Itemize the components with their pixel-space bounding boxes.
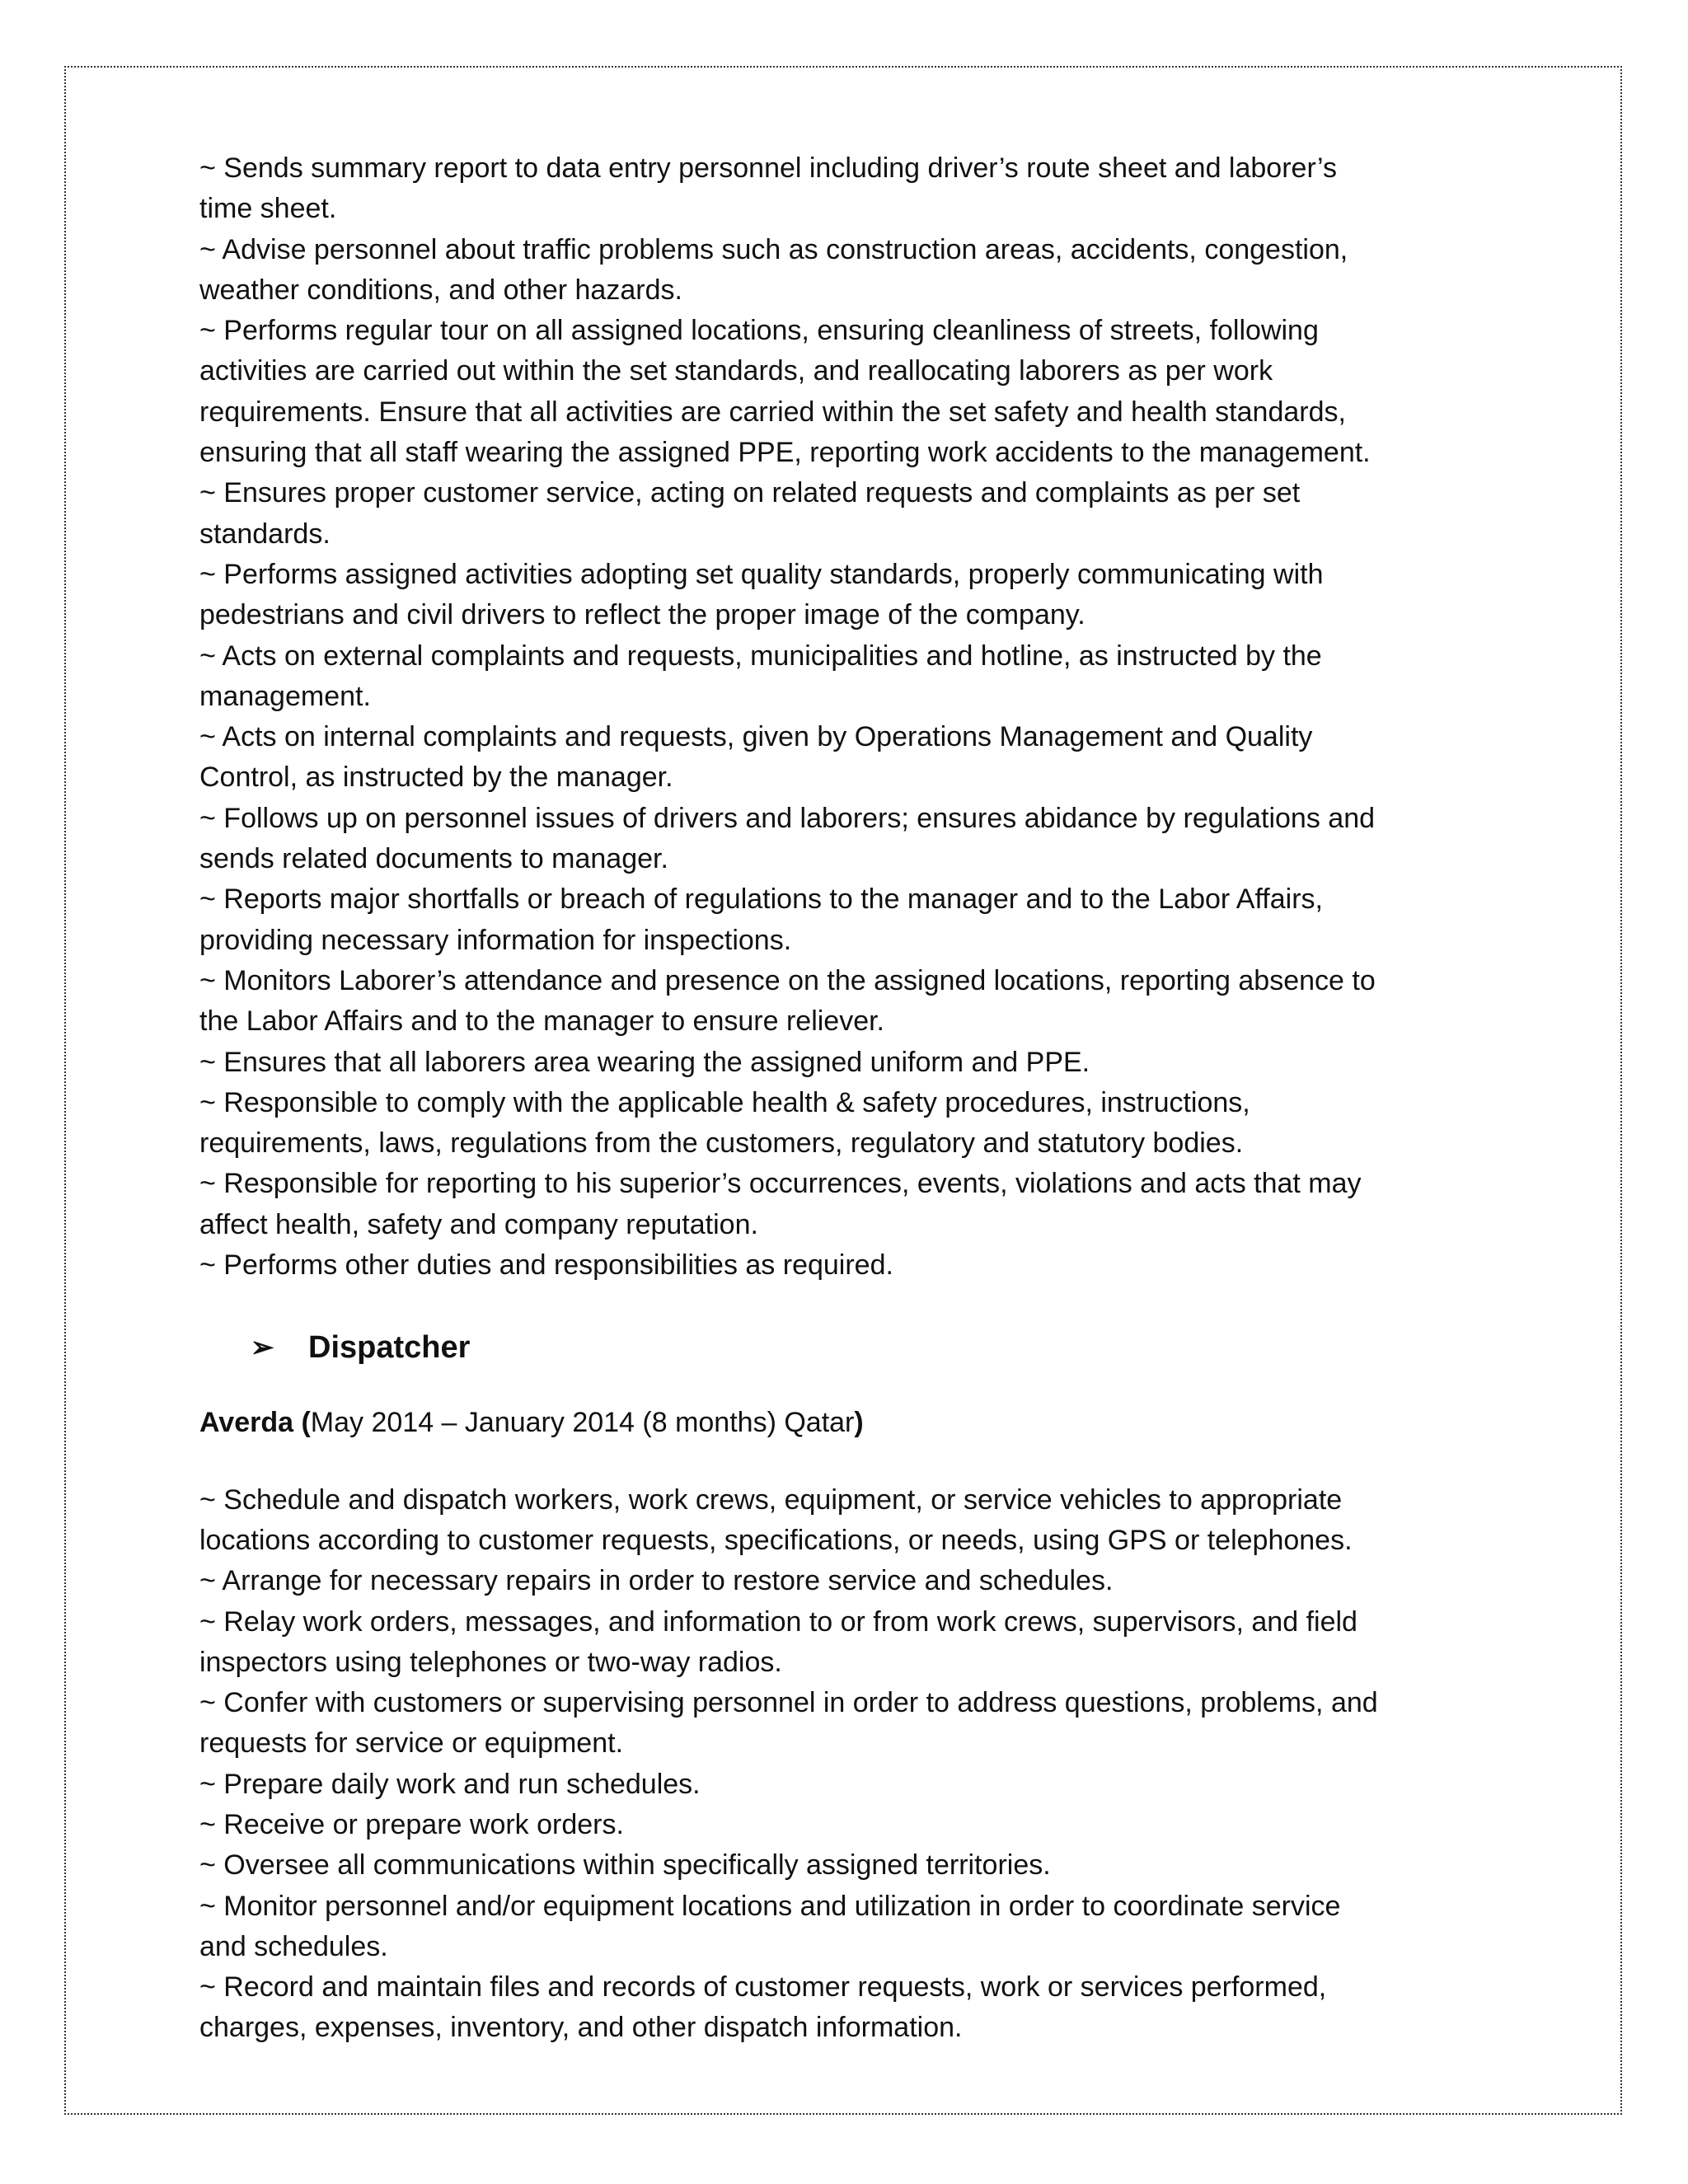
document-body xyxy=(199,148,1485,2049)
text-line: affect health, safety and company reputation. xyxy=(199,1208,758,1240)
text-line: standards. xyxy=(199,518,331,550)
text-line: ~ Responsible for reporting to his superior’s occurrences, events, violations and acts that may xyxy=(199,1168,1362,1200)
text-line: ~ Reports major shortfalls or breach of regulations to the manager and to the Labor Affairs, xyxy=(199,883,1323,916)
text-line: ~ Performs other duties and responsibilities as required. xyxy=(199,1249,893,1282)
employer-line xyxy=(199,1403,1485,1443)
employer-details: May 2014 – January 2014 (8 months) Qatar xyxy=(310,1407,855,1439)
text-line: ~ Prepare daily work and run schedules. xyxy=(199,1768,701,1800)
text-line: ~ Responsible to comply with the applicable health & safety procedures, instructions, xyxy=(199,1086,1250,1118)
text-line: providing necessary information for inspections. xyxy=(199,924,792,956)
dispatcher-duties-list xyxy=(199,1480,1485,2049)
text-line: ~ Advise personnel about traffic problems such as construction areas, accidents, congestion, xyxy=(199,233,1348,265)
text-line: ~ Ensures that all laborers area wearing the assigned uniform and PPE. xyxy=(199,1046,1090,1078)
text-line: Control, as instructed by the manager. xyxy=(199,762,673,794)
text-line: ~ Confer with customers or supervising personnel in order to address questions, problems, and xyxy=(199,1687,1378,1719)
text-line: ~ Sends summary report to data entry personnel including driver’s route sheet and laborer’s xyxy=(199,152,1337,184)
text-line: ~ Oversee all communications within specifically assigned territories. xyxy=(199,1849,1051,1882)
text-line: ~ Performs regular tour on all assigned locations, ensuring cleanliness of streets, following xyxy=(199,315,1319,347)
employer-close: ) xyxy=(854,1407,864,1439)
text-line: weather conditions, and other hazards. xyxy=(199,274,682,306)
text-line: charges, expenses, inventory, and other dispatch information. xyxy=(199,2012,963,2044)
text-line: ~ Performs assigned activities adopting set quality standards, properly communicating with xyxy=(199,558,1324,590)
text-line: the Labor Affairs and to the manager to ensure reliever. xyxy=(199,1005,885,1038)
text-line: ~ Ensures proper customer service, acting on related requests and complaints as per set xyxy=(199,477,1301,509)
text-line: ~ Monitor personnel and/or equipment locations and utilization in order to coordinate service xyxy=(199,1890,1341,1922)
text-line: requirements, laws, regulations from the customers, regulatory and statutory bodies. xyxy=(199,1127,1244,1160)
text-line: ~ Acts on internal complaints and requests, given by Operations Management and Quality xyxy=(199,721,1313,753)
arrow-bullet-icon: ➢ xyxy=(251,1332,274,1364)
section-heading xyxy=(199,1325,1485,1370)
text-line: inspectors using telephones or two-way radios. xyxy=(199,1646,782,1678)
text-line: ensuring that all staff wearing the assigned PPE, reporting work accidents to the management. xyxy=(199,437,1371,469)
text-line: pedestrians and civil drivers to reflect the proper image of the company. xyxy=(199,599,1085,631)
text-line: ~ Record and maintain files and records of customer requests, work or services performed, xyxy=(199,1971,1327,2004)
text-line: ~ Acts on external complaints and requests, municipalities and hotline, as instructed by the xyxy=(199,640,1322,672)
text-line: ~ Relay work orders, messages, and information to or from work crews, supervisors, and field xyxy=(199,1605,1357,1638)
text-line: and schedules. xyxy=(199,1930,388,1962)
text-line: management. xyxy=(199,680,371,712)
text-line: sends related documents to manager. xyxy=(199,843,668,875)
text-line: locations according to customer requests, specifications, or needs, using GPS or telephones. xyxy=(199,1524,1353,1556)
text-line: ~ Arrange for necessary repairs in order to restore service and schedules. xyxy=(199,1565,1114,1597)
text-line: ~ Follows up on personnel issues of drivers and laborers; ensures abidance by regulations and xyxy=(199,802,1376,834)
text-line: requirements. Ensure that all activities are carried within the set safety and health standards, xyxy=(199,396,1346,428)
text-line: ~ Receive or prepare work orders. xyxy=(199,1808,624,1840)
employer-name: Averda ( xyxy=(199,1407,311,1439)
text-line: time sheet. xyxy=(199,193,337,225)
text-line: ~ Monitors Laborer’s attendance and presence on the assigned locations, reporting absence to xyxy=(199,964,1376,996)
section-title: Dispatcher xyxy=(308,1330,471,1366)
text-line: activities are carried out within the set standards, and reallocating laborers as per work xyxy=(199,355,1273,387)
text-line: requests for service or equipment. xyxy=(199,1727,624,1760)
text-line: ~ Schedule and dispatch workers, work crews, equipment, or service vehicles to appropriate xyxy=(199,1483,1343,1516)
supervisor-duties-list xyxy=(199,148,1485,1286)
